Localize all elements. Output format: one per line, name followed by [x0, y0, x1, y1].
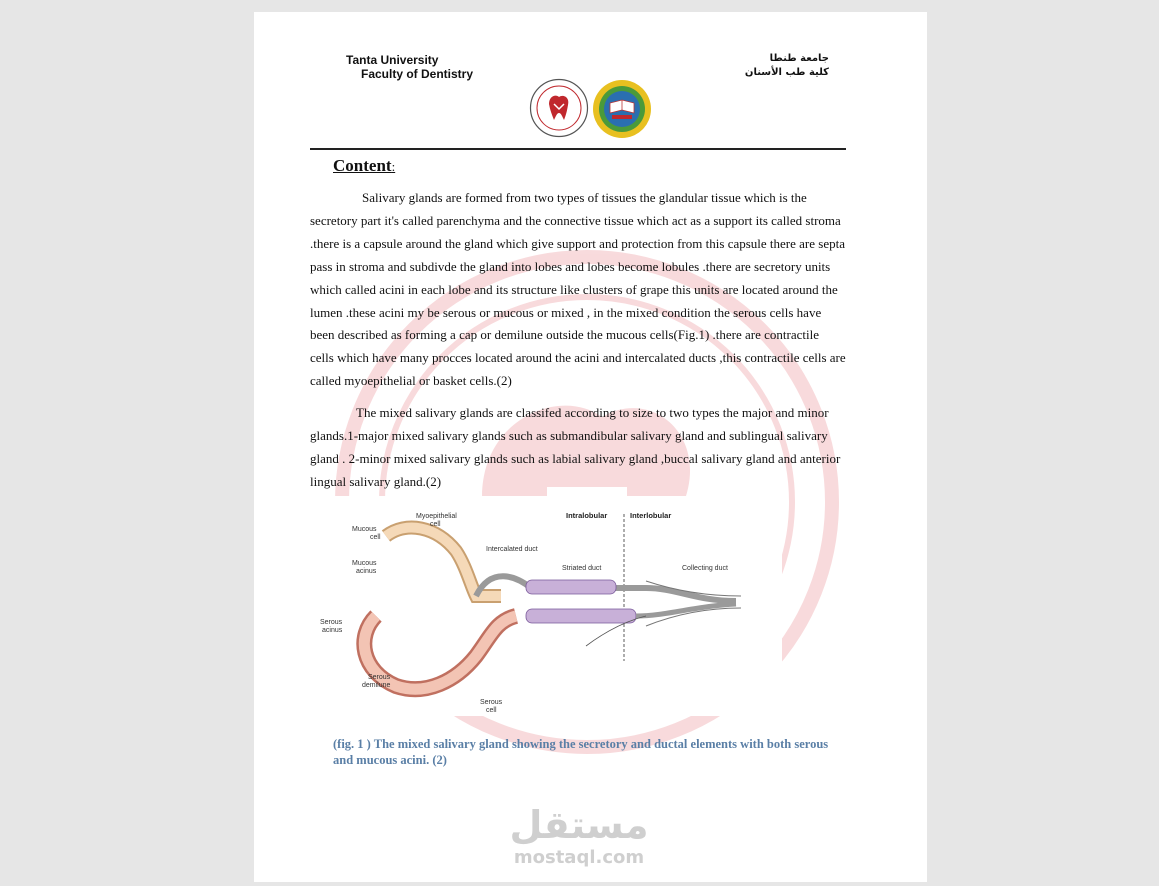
label-mucous-acinus-2: acinus — [356, 568, 377, 575]
label-interlobular: Interlobular — [630, 511, 672, 520]
mostaql-watermark — [509, 802, 649, 868]
paragraph-1 — [310, 187, 846, 393]
label-mucous-acinus: Mucous — [352, 560, 377, 567]
faculty-name-en: Faculty of Dentistry — [361, 67, 474, 81]
paragraph-2 — [310, 402, 846, 494]
tooth-seal-icon — [529, 78, 589, 138]
section-heading: Content: — [333, 156, 396, 175]
university-name-en: Tanta University — [346, 53, 439, 67]
label-serous-demilune: Serous — [368, 674, 391, 681]
label-myoepithelial: Myoepithelial — [416, 513, 457, 520]
paragraph-2-text: The mixed salivary glands are classifed according to size to two types the major and minor glands.1-major mixed salivary glands such as submandibular salivary gland and sublingual salivary gland . 2-minor mixed salivary glands such as labial salivary gland ,buccal salivary gland and anterior lingual salivary gland.(2) — [310, 405, 841, 489]
label-serous-acinus-2: acinus — [322, 627, 343, 634]
label-serous-cell: Serous — [480, 699, 503, 706]
paragraph-1-text: Salivary glands are formed from two types of tissues the glandular tissue which is the secretory part it's called parenchyma and the connective tissue which act as a support its called stroma .there is a capsule around the gland which give support and protection from this capsule there are septa pass in stroma and subdivde the gland into lobes and lobes become lobules .there are secretory units which called acini in each lobe and its structure like clusters of grape this units are located around the lumen .these acini my be serous or mucous or mixed , in the mixed condition the serous cells have been described as forming a cap or demilune outside the mucous cells(Fig.1) .there are contractile cells which have many procces located around the acini and intercalated ducts ,this contractile cells are called myoepithelial or basket cells.(2) — [310, 190, 846, 389]
label-mucous-cell-2: cell — [370, 534, 381, 541]
label-myoepithelial-2: cell — [430, 521, 441, 528]
salivary-gland-figure — [316, 496, 782, 716]
label-serous-cell-2: cell — [486, 707, 497, 714]
document-page — [254, 12, 927, 882]
label-striated: Striated duct — [562, 565, 602, 572]
header-divider — [310, 148, 846, 150]
university-name-ar: جامعة طنطا — [769, 53, 829, 64]
label-serous-acinus: Serous — [320, 619, 343, 626]
figure-caption: (fig. 1 ) The mixed salivary gland showing the secretory and ductal elements with both serous and mucous acini. (2) — [333, 737, 829, 767]
label-serous-demilune-2: demilune — [362, 682, 391, 689]
label-intralobular: Intralobular — [566, 511, 608, 520]
book-seal-icon — [592, 79, 652, 139]
faculty-name-ar: كلية طب الأسنان — [744, 67, 829, 78]
label-intercalated: Intercalated duct — [486, 546, 538, 553]
label-mucous-cell: Mucous — [352, 526, 377, 533]
watermark-brand-ar: مستقل — [509, 803, 649, 847]
label-collecting: Collecting duct — [682, 565, 728, 572]
watermark-brand-en: mostaql.com — [513, 847, 645, 868]
